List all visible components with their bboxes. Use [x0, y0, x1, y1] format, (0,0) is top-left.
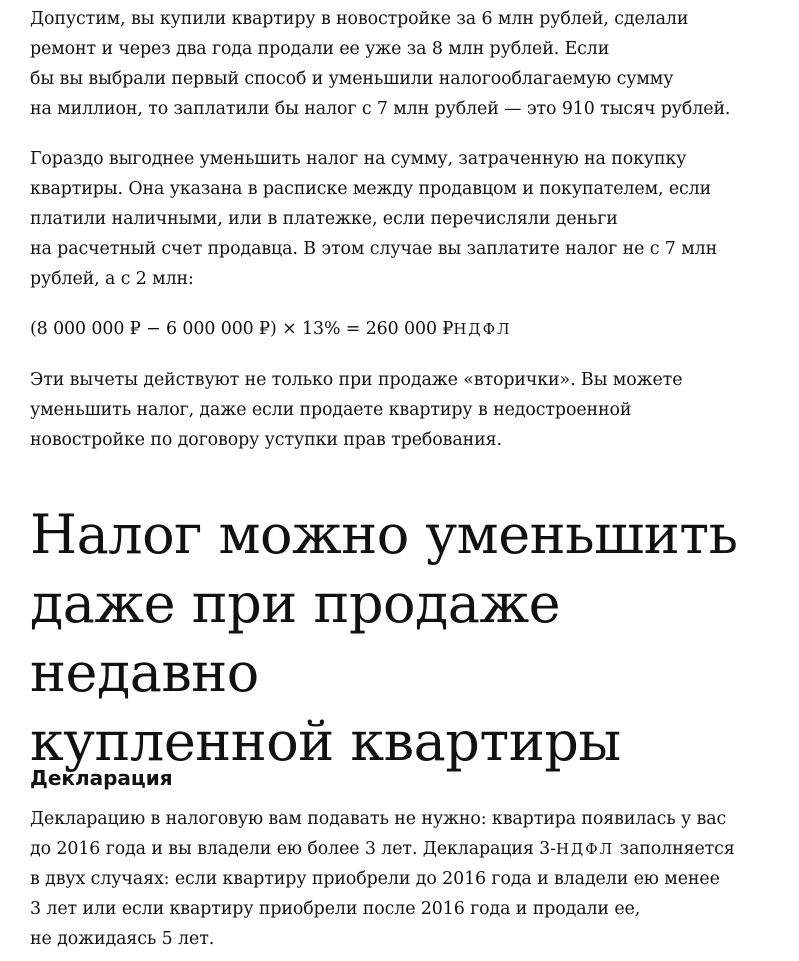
formula-ndfl-abbr: НДФЛ [453, 320, 512, 338]
section-heading: Налог можно уменьшить даже при продаже недавно купленной квартиры [30, 503, 738, 773]
paragraph-declaration [30, 804, 790, 954]
paragraph-deductions-apply: Эти вычеты действуют не только при продаже «вторички». Вы можете уменьшить налог, даже если продаете квартиру в недостроенной новостройке по договору уступки прав требования. [30, 370, 683, 450]
tax-formula [30, 314, 790, 344]
paragraph-purchase-cost-deduction: Гораздо выгоднее уменьшить налог на сумму, затраченную на покупку квартиры. Она указана в расписке между продавцом и покупателем, если платили наличными, или в платежке, если перечисляли деньги на расчетный счет продавца. В этом случае вы заплатите налог не с 7 млн рублей, а с 2 млн: [30, 149, 718, 289]
formula-expression: (8 000 000 ₽ − 6 000 000 ₽) × 13% = 260 000 ₽ [30, 319, 454, 339]
declaration-ndfl-abbr: НДФЛ [555, 840, 615, 858]
paragraph-example-sale: Допустим, вы купили квартиру в новостройке за 6 млн рублей, сделали ремонт и через два года продали ее уже за 8 млн рублей. Если бы вы выбрали первый способ и уменьшили налогооблагаемую сумму на миллион, то заплатили бы налог с 7 млн рублей — это 910 тысяч рублей. [30, 9, 731, 119]
declaration-text-part2: заполняется в двух случаях: если квартиру приобрели до 2016 года и владели ею менее 3 лет или если квартиру приобрели после 2016 года и продали ее, не дожидаясь 5 лет. [30, 839, 735, 949]
declaration-text-part1: Декларацию в налоговую вам подавать не нужно: квартира появилась у вас до 2016 года и вы владели ею более 3 лет. Декларация 3- [30, 809, 727, 859]
subheading-declaration: Декларация [30, 766, 173, 790]
